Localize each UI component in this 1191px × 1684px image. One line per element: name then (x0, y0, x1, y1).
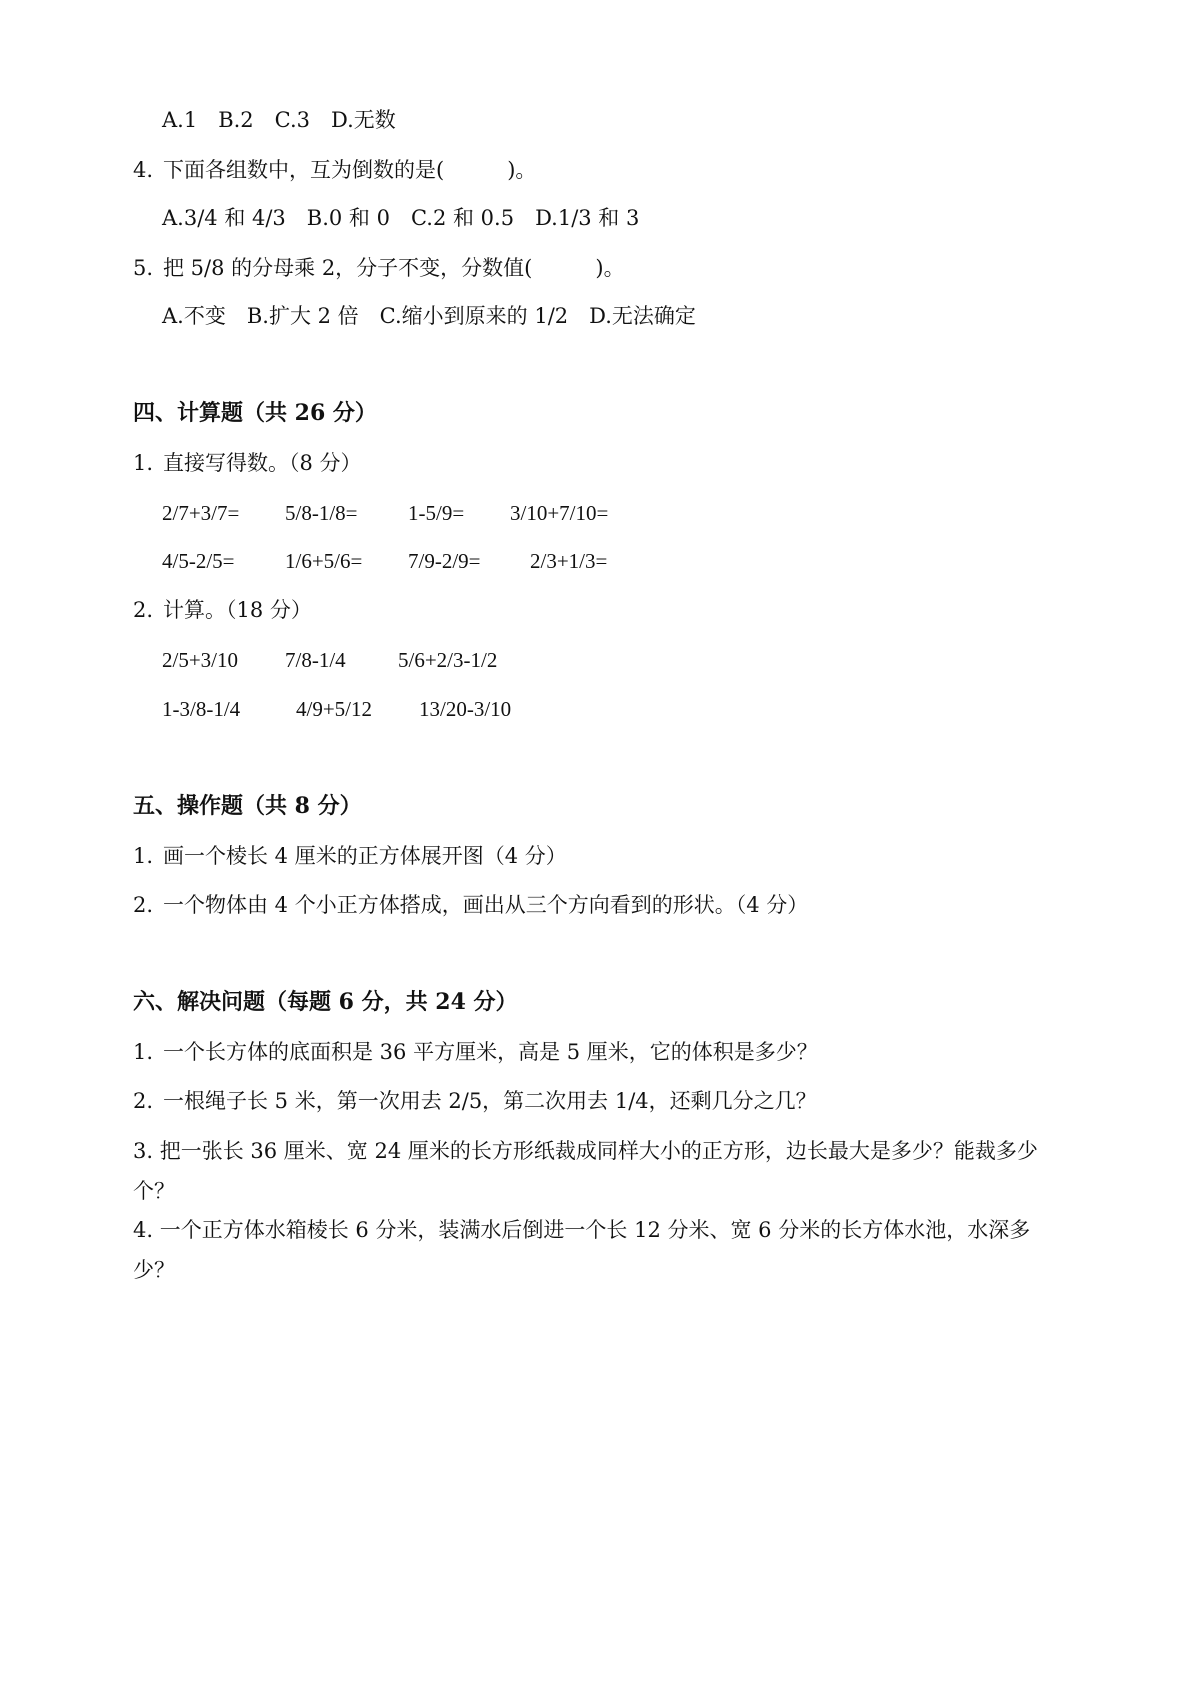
q5-text: 把 5/8 的分母乘 2，分子不变，分数值( )。 (163, 256, 625, 280)
expr-r3-c1: 2/5+3/10 (162, 648, 239, 672)
expr-r1-c3: 1-5/9= (408, 501, 465, 525)
s5-p1-text: 画一个棱长 4 厘米的正方体展开图（4 分） (163, 844, 567, 868)
s5-p1-number: 1. (133, 844, 154, 868)
expr-r2-c1: 4/5-2/5= (162, 549, 235, 573)
s6-p3-text: 3. 把一张长 36 厘米、宽 24 厘米的长方形纸裁成同样大小的正方形，边长最大是多少？能裁多少个？ (133, 1139, 1038, 1203)
q5-options: A.不变 B.扩大 2 倍 C.缩小到原来的 1/2 D.无法确定 (162, 304, 696, 328)
expr-r3-c2: 7/8-1/4 (285, 648, 346, 672)
s4-p2-text: 计算。（18 分） (163, 598, 312, 622)
expr-r1-c1: 2/7+3/7= (162, 501, 240, 525)
expr-r4-c2: 4/9+5/12 (296, 697, 373, 721)
expr-r4-c3: 13/20-3/10 (419, 697, 512, 721)
q4-text: 下面各组数中，互为倒数的是( )。 (163, 158, 537, 182)
s6-p1-text: 一个长方体的底面积是 36 平方厘米，高是 5 厘米，它的体积是多少？ (163, 1040, 818, 1064)
s4-p1-number: 1. (133, 451, 154, 475)
s5-p2-number: 2. (133, 893, 154, 917)
q4-options: A.3/4 和 4/3 B.0 和 0 C.2 和 0.5 D.1/3 和 3 (162, 206, 640, 230)
expr-r2-c2: 1/6+5/6= (285, 549, 363, 573)
s4-p2-number: 2. (133, 598, 154, 622)
s6-p2-text: 一根绳子长 5 米，第一次用去 2/5，第二次用去 1/4，还剩几分之几？ (163, 1089, 817, 1113)
s6-p2-number: 2. (133, 1089, 154, 1113)
s6-p4-text: 4. 一个正方体水箱棱长 6 分米，装满水后倒进一个长 12 分米、宽 6 分米的长方体水池，水深多少？ (133, 1218, 1031, 1282)
s6-p1-number: 1. (133, 1040, 154, 1064)
section-6-title: 六、解决问题（每题 6 分，共 24 分） (133, 989, 518, 1015)
section-5-title: 五、操作题（共 8 分） (133, 793, 362, 819)
s5-p2-text: 一个物体由 4 个小正方体搭成，画出从三个方向看到的形状。（4 分） (163, 893, 809, 917)
s4-p1-text: 直接写得数。（8 分） (163, 451, 362, 475)
q5-number: 5. (133, 256, 154, 280)
q3-options: A.1 B.2 C.3 D.无数 (162, 108, 396, 132)
expr-r4-c1: 1-3/8-1/4 (162, 697, 241, 721)
q4-number: 4. (133, 158, 154, 182)
expr-r2-c4: 2/3+1/3= (530, 549, 608, 573)
expr-r3-c3: 5/6+2/3-1/2 (398, 648, 498, 672)
expr-r2-c3: 7/9-2/9= (408, 549, 481, 573)
expr-r1-c4: 3/10+7/10= (510, 501, 609, 525)
expr-r1-c2: 5/8-1/8= (285, 501, 358, 525)
section-4-title: 四、计算题（共 26 分） (133, 400, 377, 426)
